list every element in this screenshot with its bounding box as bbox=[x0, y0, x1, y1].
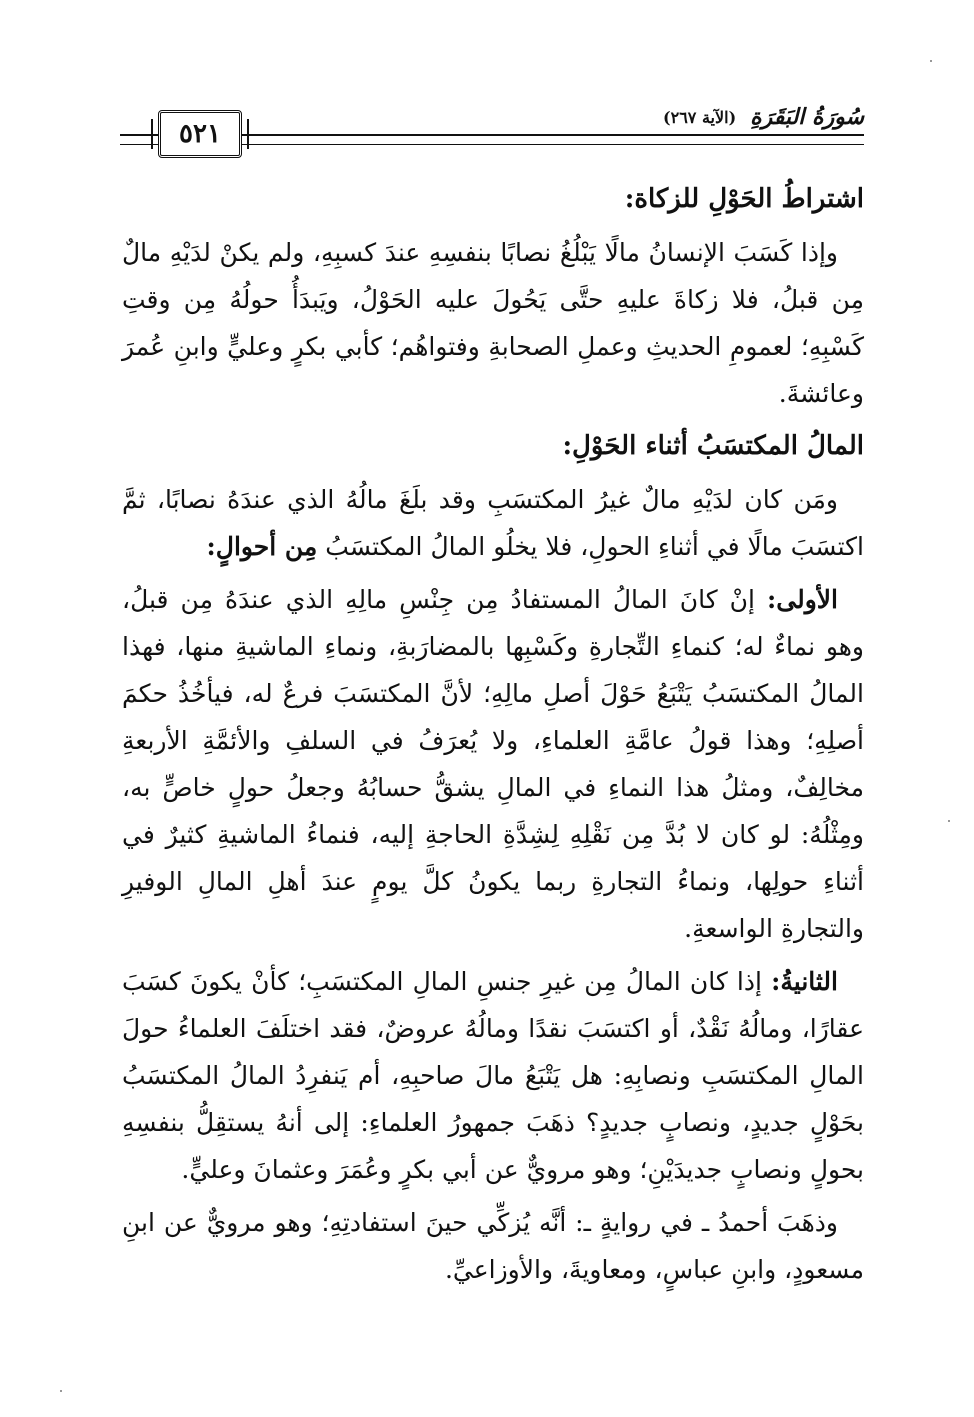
item-text: إذا كان المالُ مِن غيرِ جنسِ المالِ المكتسَبِ؛ كأنْ يكونَ كسَبَ عقارًا، ومالُهُ نَقْدٌ، أو اكتسَبَ نقدًا ومالُهُ عروضٌ، فقد اختلَفَ العلماءُ حولَ المالِ المكتسَبِ ونصابِهِ: هل يَتْبَعُ مالَ صاحبِهِ، أم يَنفرِدُ المالُ المكتسَبُ بحَوْلٍ جديدٍ، ونصابٍ جديدٍ؟ ذهَبَ جمهورُ العلماءِ: إلى أنهُ يستقِلُّ بنفسِهِ بحولٍ ونصابٍ جديدَيْنِ؛ وهو مرويٌّ عن أبي بكرٍ وعُمَرَ وعثمانَ وعليٍّ. bbox=[122, 967, 864, 1184]
paragraph-text: ومَن كان لدَيْهِ مالٌ غيرُ المكتسَبِ وقد بلَغَ مالُهُ الذي عندَهُ نصابًا، ثمَّ اكتسَبَ مالًا في أثناءِ الحولِ، فلا يخلُو المالُ المكتسَبُ bbox=[122, 485, 864, 561]
emphasis-text: مِن أحوالٍ: bbox=[206, 532, 318, 561]
item-text: إنْ كانَ المالُ المستفادُ مِن جِنْسِ مالِهِ الذي عندَهُ مِن قبلُ، وهو نماءٌ له؛ كنماءِ التِّجارةِ وكَسْبِها بالمضارَبةِ، ونماءِ الماشيةِ منها، فهذا المالُ المكتسَبُ يَتْبَعُ حَوْلَ أصلِ مالِهِ؛ لأنَّ المكتسَبَ فرعٌ له، فيأخُذُ حكمَ أصلِهِ؛ وهذا قولُ عامَّةِ العلماءِ، ولا يُعرَفُ في السلفِ والأئمَّةِ الأربعةِ مخالِفٌ، ومثلُ هذا النماءِ في المالِ يشقُّ حسابُهُ وجعلُ حولٍ خاصٍّ به، ومِثْلُهُ: لو كان لا بُدَّ مِن نَقْلِهِ لِشِدَّةِ الحاجةِ إليه، فنماءُ الماشيةِ كثيرٌ في أثناءِ حولِها، ونماءُ التجارةِ ربما يكونُ كلَّ يومٍ عندَ أهلِ المالِ الوفيرِ والتجارةِ الواسعةِ. bbox=[122, 585, 864, 943]
item-lead: الأولى: bbox=[767, 585, 838, 614]
item-lead: الثانيةُ: bbox=[771, 967, 838, 996]
page-header bbox=[120, 100, 864, 162]
list-item bbox=[122, 958, 864, 1193]
header-title bbox=[651, 100, 864, 134]
surah-name: سُورَةُ البَقَرَةِ bbox=[750, 104, 864, 130]
paragraph: وإذا كَسَبَ الإنسانُ مالًا يَبْلُغُ نصابًا بنفسِهِ عندَ كسبِهِ، ولم يكنْ لدَيْهِ مالٌ مِن قبلُ، فلا زكاةَ عليهِ حتَّى يَحُولَ عليه الحَوْلُ، ويَبدَأُ حولُهُ مِن وقتِ كَسْبِهِ؛ لعمومِ الحديثِ وعملِ الصحابةِ وفتواهُم؛ كأبي بكرٍ وعليٍّ وابنِ عُمرَ وعائشةَ. bbox=[122, 238, 864, 408]
section-heading: المالُ المكتسَبُ أثناء الحَوْلِ: bbox=[562, 431, 864, 461]
ayah-reference: (الآية ٢٦٧) bbox=[663, 107, 737, 127]
list-item bbox=[122, 576, 864, 952]
page-number: ٥٢١ bbox=[179, 119, 221, 149]
page-number-box bbox=[158, 110, 242, 158]
scan-speck bbox=[948, 820, 950, 822]
paragraph bbox=[122, 476, 864, 570]
section-heading: اشتراطُ الحَوْلِ للزكاة: bbox=[624, 184, 864, 214]
paragraph: وذهَبَ أحمدُ ـ في روايةٍ ـ: أنَّه يُزكِّي حينَ استفادتِهِ؛ وهو مرويٌّ عن ابنِ مسعودٍ، وابنِ عباسٍ، ومعاويةَ، والأوزاعيِّ. bbox=[122, 1208, 864, 1284]
scan-speck bbox=[930, 60, 932, 62]
page-body bbox=[122, 176, 864, 1299]
scan-speck bbox=[60, 1390, 62, 1392]
